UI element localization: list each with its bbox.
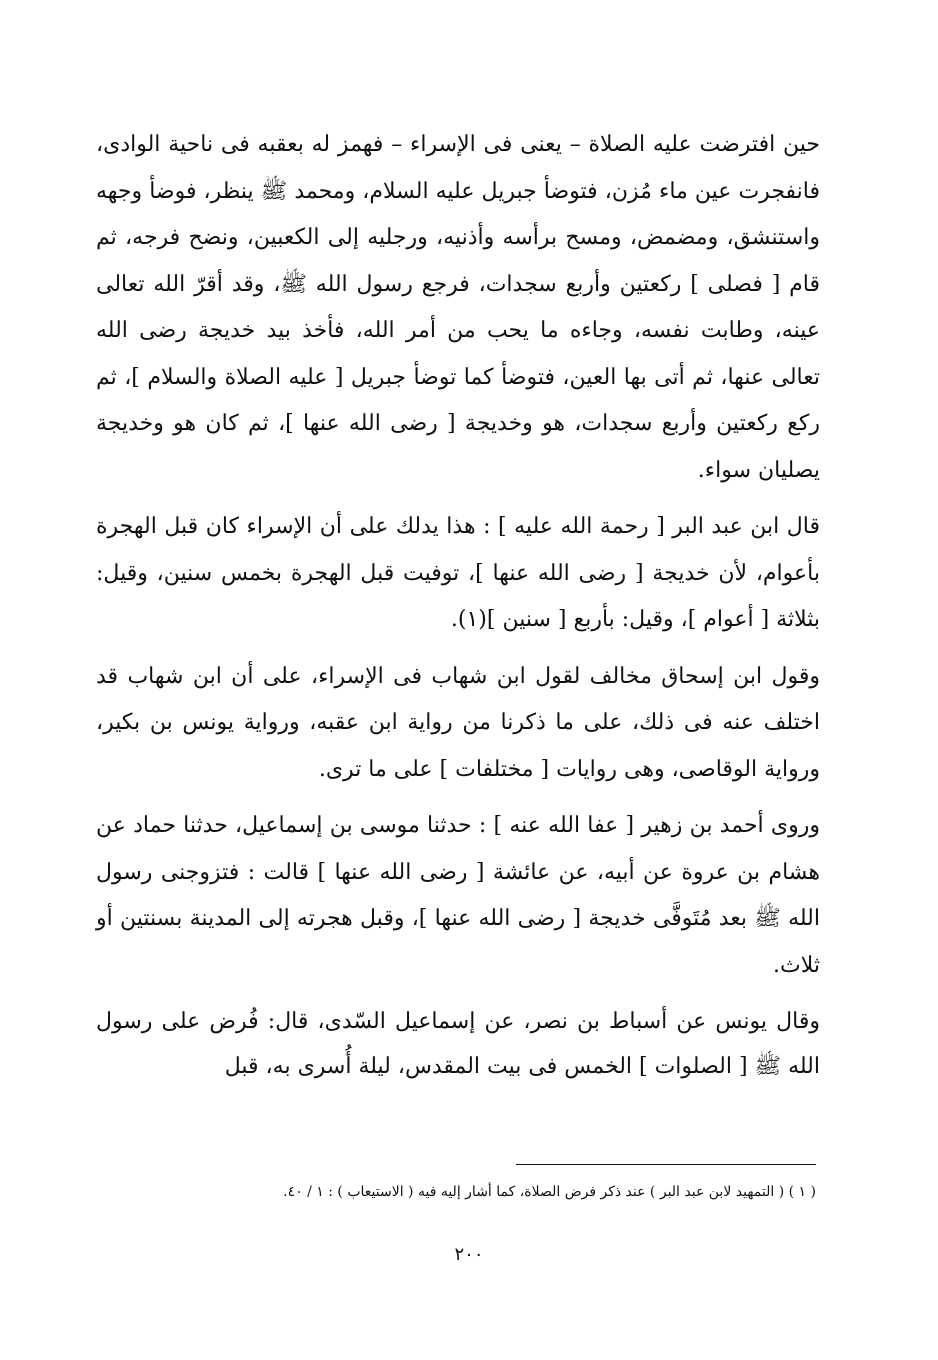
page-body bbox=[96, 122, 820, 1099]
footnote-divider bbox=[516, 1164, 816, 1165]
paragraph-2: قال ابن عبد البر [ رحمة الله عليه ] : هذا يدلك على أن الإسراء كان قبل الهجرة بأعوام، لأن خديجة [ رضى الله عنها ]، توفيت قبل الهجرة بخمس سنين، وقيل: بثلاثة [ أعوام ]، وقيل: بأربع [ سنين ](١). bbox=[96, 514, 820, 632]
footnote: ( ١ ) ( التمهيد لابن عبد البر ) عند ذكر فرض الصلاة، كما أشار إليه فيه ( الاستيعاب ) : ١ / ٤٠. bbox=[283, 1184, 816, 1200]
paragraph-3: وقول ابن إسحاق مخالف لقول ابن شهاب فى الإسراء، على أن ابن شهاب قد اختلف عنه فى ذلك، على ما ذكرنا من رواية ابن عقبه، ورواية يونس بن بكير، ورواية الوقاصى، وهى روايات [ مختلفات ] على ما ترى. bbox=[96, 663, 820, 782]
page-number: ٢٠٠ bbox=[454, 1244, 484, 1265]
paragraph-5: وقال يونس عن أسباط بن نصر، عن إسماعيل السّدى، قال: فُرض على رسول الله ﷺ [ الصلوات ] الخمس فى بيت المقدس، ليلة أُسرى به، قبل bbox=[96, 1009, 820, 1079]
paragraph-4: وروى أحمد بن زهير [ عفا الله عنه ] : حدثنا موسى بن إسماعيل، حدثنا حماد عن هشام بن عروة عن أبيه، عن عائشة [ رضى الله عنها ] قالت : فتزوجنى رسول الله ﷺ بعد مُتَوفَّى خديجة [ رضى الله عنها ]، وقبل هجرته إلى المدينة بسنتين أو ثلاث. bbox=[96, 813, 820, 978]
paragraph-1: حين افترضت عليه الصلاة – يعنى فى الإسراء – فهمز له بعقبه فى ناحية الوادى، فانفجرت عين ماء مُزن، فتوضأ جبريل عليه السلام، ومحمد ﷺ ينظر، فوضأ وجهه واستنشق، ومضمض، ومسح برأسه وأذنيه، ورجليه إلى الكعبين، ونضح فرجه، ثم قام [ فصلى ] ركعتين وأربع سجدات، فرجع رسول الله ﷺ، وقد أقرّ الله تعالى عينه، وطابت نفسه، وجاءه ما يحب من أمر الله، فأخذ بيد خديجة رضى الله تعالى عنها، ثم أتى بها العين، فتوضأ كما توضأ جبريل [ عليه الصلاة والسلام ]، ثم ركع ركعتين وأربع سجدات، هو وخديجة [ رضى الله عنها ]، ثم كان هو وخديجة يصليان سواء. bbox=[96, 132, 820, 483]
